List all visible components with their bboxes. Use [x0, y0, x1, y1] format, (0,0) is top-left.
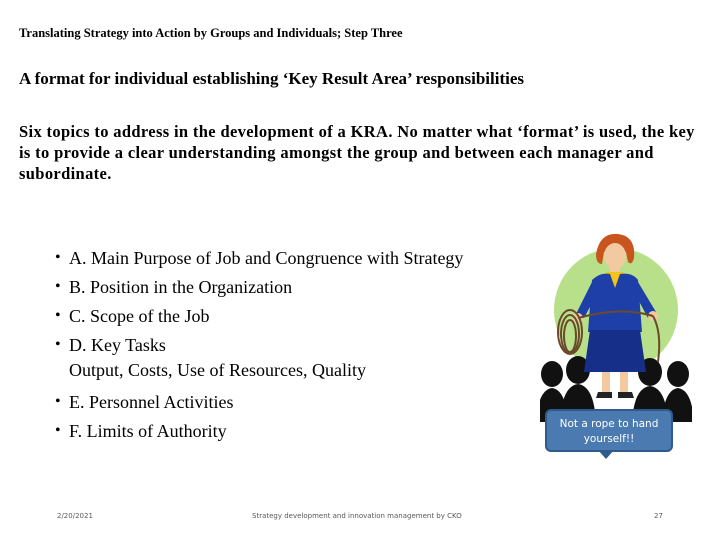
page-number: 27 — [654, 512, 663, 520]
footer-center-text: Strategy development and innovation management by CKO — [252, 512, 462, 520]
bullet-icon: • — [55, 336, 61, 353]
list-item — [55, 273, 525, 302]
list-item — [55, 388, 525, 417]
list-item-text: A. Main Purpose of Job and Congruence with Strategy — [69, 248, 464, 268]
list-item-text: B. Position in the Organization — [69, 277, 293, 297]
callout-pointer — [598, 450, 614, 459]
kra-topic-list — [55, 244, 525, 446]
slide-title: A format for individual establishing ‘Key Result Area’ responsibilities — [19, 69, 524, 88]
list-item — [55, 302, 525, 331]
bullet-icon: • — [55, 278, 61, 295]
bullet-icon: • — [55, 307, 61, 324]
list-item-text: C. Scope of the Job — [69, 306, 210, 326]
list-item — [55, 331, 525, 381]
bullet-icon: • — [55, 249, 61, 266]
list-item-text: E. Personnel Activities — [69, 392, 234, 412]
slide-header: Translating Strategy into Action by Groups and Individuals; Step Three — [19, 26, 403, 40]
list-item-subtext: Output, Costs, Use of Resources, Quality — [69, 360, 366, 380]
footer-date: 2/20/2021 — [57, 512, 93, 520]
intro-paragraph: Six topics to address in the development of a KRA. No matter what ‘format’ is used, the key is to provide a clear understanding amongst the group and between each manager and subordinate. — [19, 122, 695, 183]
bullet-icon: • — [55, 422, 61, 439]
callout-bubble — [545, 409, 673, 452]
woman-with-rope-illustration — [540, 222, 692, 422]
bullet-icon: • — [55, 393, 61, 410]
callout-line-1: Not a rope to hand — [559, 418, 659, 430]
list-item — [55, 417, 525, 446]
list-item-text: F. Limits of Authority — [69, 421, 227, 441]
list-item — [55, 244, 525, 273]
list-item-text: D. Key Tasks — [69, 335, 166, 355]
callout-line-2: yourself!! — [583, 433, 635, 445]
